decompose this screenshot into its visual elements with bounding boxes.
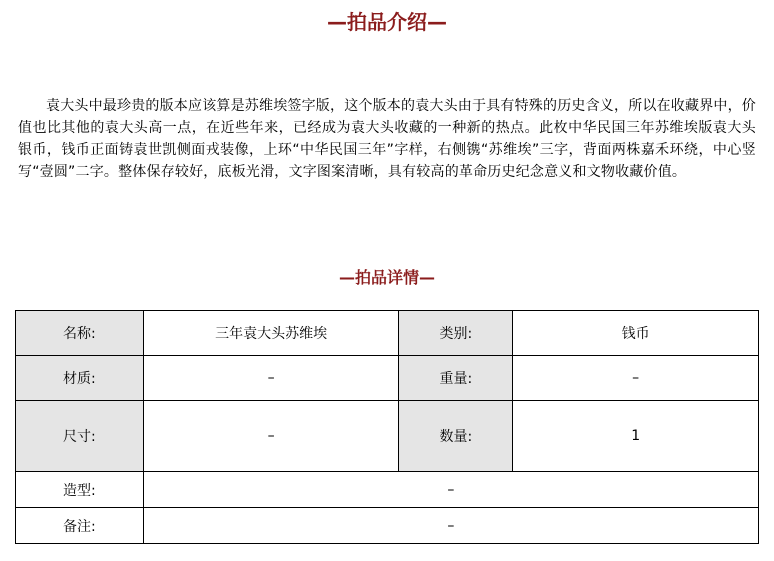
remark-label: 备注: [16, 508, 144, 544]
category-label: 类别: [399, 311, 513, 356]
intro-paragraph: 袁大头中最珍贵的版本应该算是苏维埃签字版，这个版本的袁大头由于具有特殊的历史含义，所以在收藏界中，价值也比其他的袁大头高一点，在近些年来，已经成为袁大头收藏的一种新的热点。此枚中华民国三年苏维埃版袁大头银币，钱币正面铸袁世凯侧面戎装像，上环“中华民国三年”字样，右侧镌“苏维埃”三字，背面两株嘉禾环绕，中心竖写“壹圆”二字。整体保存较好，底板光滑，文字图案清晰，具有较高的革命历史纪念意义和文物收藏价值。 [18, 98, 756, 180]
table-row [16, 508, 759, 544]
details-table [15, 310, 759, 544]
quantity-value: 1 [513, 401, 759, 472]
intro-title: —拍品介绍— [327, 10, 447, 34]
table-row [16, 472, 759, 508]
weight-label: 重量: [399, 356, 513, 401]
shape-label: 造型: [16, 472, 144, 508]
size-value: – [143, 401, 399, 472]
table-row [16, 356, 759, 401]
name-label: 名称: [16, 311, 144, 356]
table-row [16, 401, 759, 472]
size-label: 尺寸: [16, 401, 144, 472]
name-value: 三年袁大头苏维埃 [143, 311, 399, 356]
shape-value: – [143, 472, 758, 508]
quantity-label: 数量: [399, 401, 513, 472]
remark-value: – [143, 508, 758, 544]
category-value: 钱币 [513, 311, 759, 356]
material-value: – [143, 356, 399, 401]
weight-value: – [513, 356, 759, 401]
details-title: —拍品详情— [338, 268, 435, 287]
table-row [16, 311, 759, 356]
material-label: 材质: [16, 356, 144, 401]
